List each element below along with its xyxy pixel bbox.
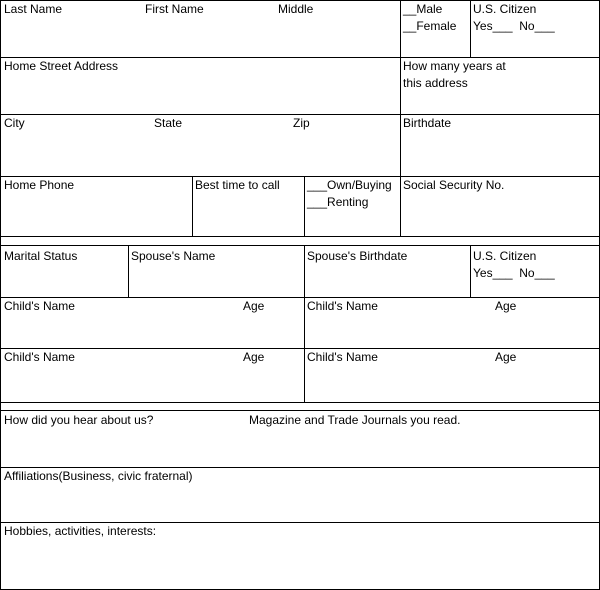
citizen-field[interactable] [470, 0, 600, 58]
home-phone-label: Home Phone [4, 178, 75, 192]
best-time-field[interactable] [192, 176, 305, 237]
child-name-label: Child's Name [4, 350, 75, 364]
child-field-4[interactable] [304, 348, 600, 403]
home-street-label: Home Street Address [4, 59, 119, 73]
child-name-label: Child's Name [307, 350, 378, 364]
magazines-label: Magazine and Trade Journals you read. [249, 413, 461, 427]
spouse-citizen-label: U.S. Citizen [473, 249, 537, 263]
hear-about-label: How did you hear about us? [4, 413, 154, 427]
housing-status-field[interactable] [304, 176, 401, 237]
hobbies-field[interactable] [0, 522, 600, 590]
citizen-label: U.S. Citizen [473, 2, 537, 16]
birthdate-label: Birthdate [403, 116, 452, 130]
child-field-2[interactable] [304, 297, 600, 349]
female-option: __Female [403, 19, 457, 33]
child-age-label: Age [495, 350, 517, 364]
middle-name-label: Middle [278, 2, 314, 16]
marital-status-field[interactable] [0, 245, 129, 298]
referral-magazines-field[interactable] [0, 410, 600, 468]
child-age-label: Age [495, 299, 517, 313]
city-label: City [4, 116, 25, 130]
first-name-label: First Name [145, 2, 204, 16]
hobbies-label: Hobbies, activities, interests: [4, 524, 157, 538]
child-field-1[interactable] [0, 297, 305, 349]
gender-field[interactable] [400, 0, 471, 58]
child-age-label: Age [243, 350, 265, 364]
child-field-3[interactable] [0, 348, 305, 403]
name-field[interactable] [0, 0, 401, 58]
affiliations-label: Affiliations(Business, civic fraternal) [4, 469, 193, 483]
birthdate-field[interactable] [400, 114, 600, 177]
ssn-field[interactable] [400, 176, 600, 237]
child-name-label: Child's Name [307, 299, 378, 313]
citizen-options: Yes___ No___ [473, 19, 555, 33]
spouse-birthdate-label: Spouse's Birthdate [307, 249, 408, 263]
best-time-label: Best time to call [195, 178, 280, 192]
city-state-zip-field[interactable] [0, 114, 401, 177]
home-phone-field[interactable] [0, 176, 193, 237]
zip-label: Zip [293, 116, 310, 130]
last-name-label: Last Name [4, 2, 63, 16]
state-label: State [154, 116, 183, 130]
affiliations-field[interactable] [0, 467, 600, 523]
spouse-name-field[interactable] [128, 245, 305, 298]
male-option: __Male [403, 2, 443, 16]
years-label-line2: this address [403, 76, 468, 90]
marital-status-label: Marital Status [4, 249, 78, 263]
ssn-label: Social Security No. [403, 178, 505, 192]
renting-option: ___Renting [307, 195, 369, 209]
child-name-label: Child's Name [4, 299, 75, 313]
spouse-citizen-options: Yes___ No___ [473, 266, 555, 280]
spouse-name-label: Spouse's Name [131, 249, 216, 263]
years-at-address-field[interactable] [400, 57, 600, 115]
home-street-field[interactable] [0, 57, 401, 115]
spouse-birthdate-field[interactable] [304, 245, 471, 298]
child-age-label: Age [243, 299, 265, 313]
years-label-line1: How many years at [403, 59, 506, 73]
spouse-citizen-field[interactable] [470, 245, 600, 298]
own-option: ___Own/Buying [307, 178, 392, 192]
